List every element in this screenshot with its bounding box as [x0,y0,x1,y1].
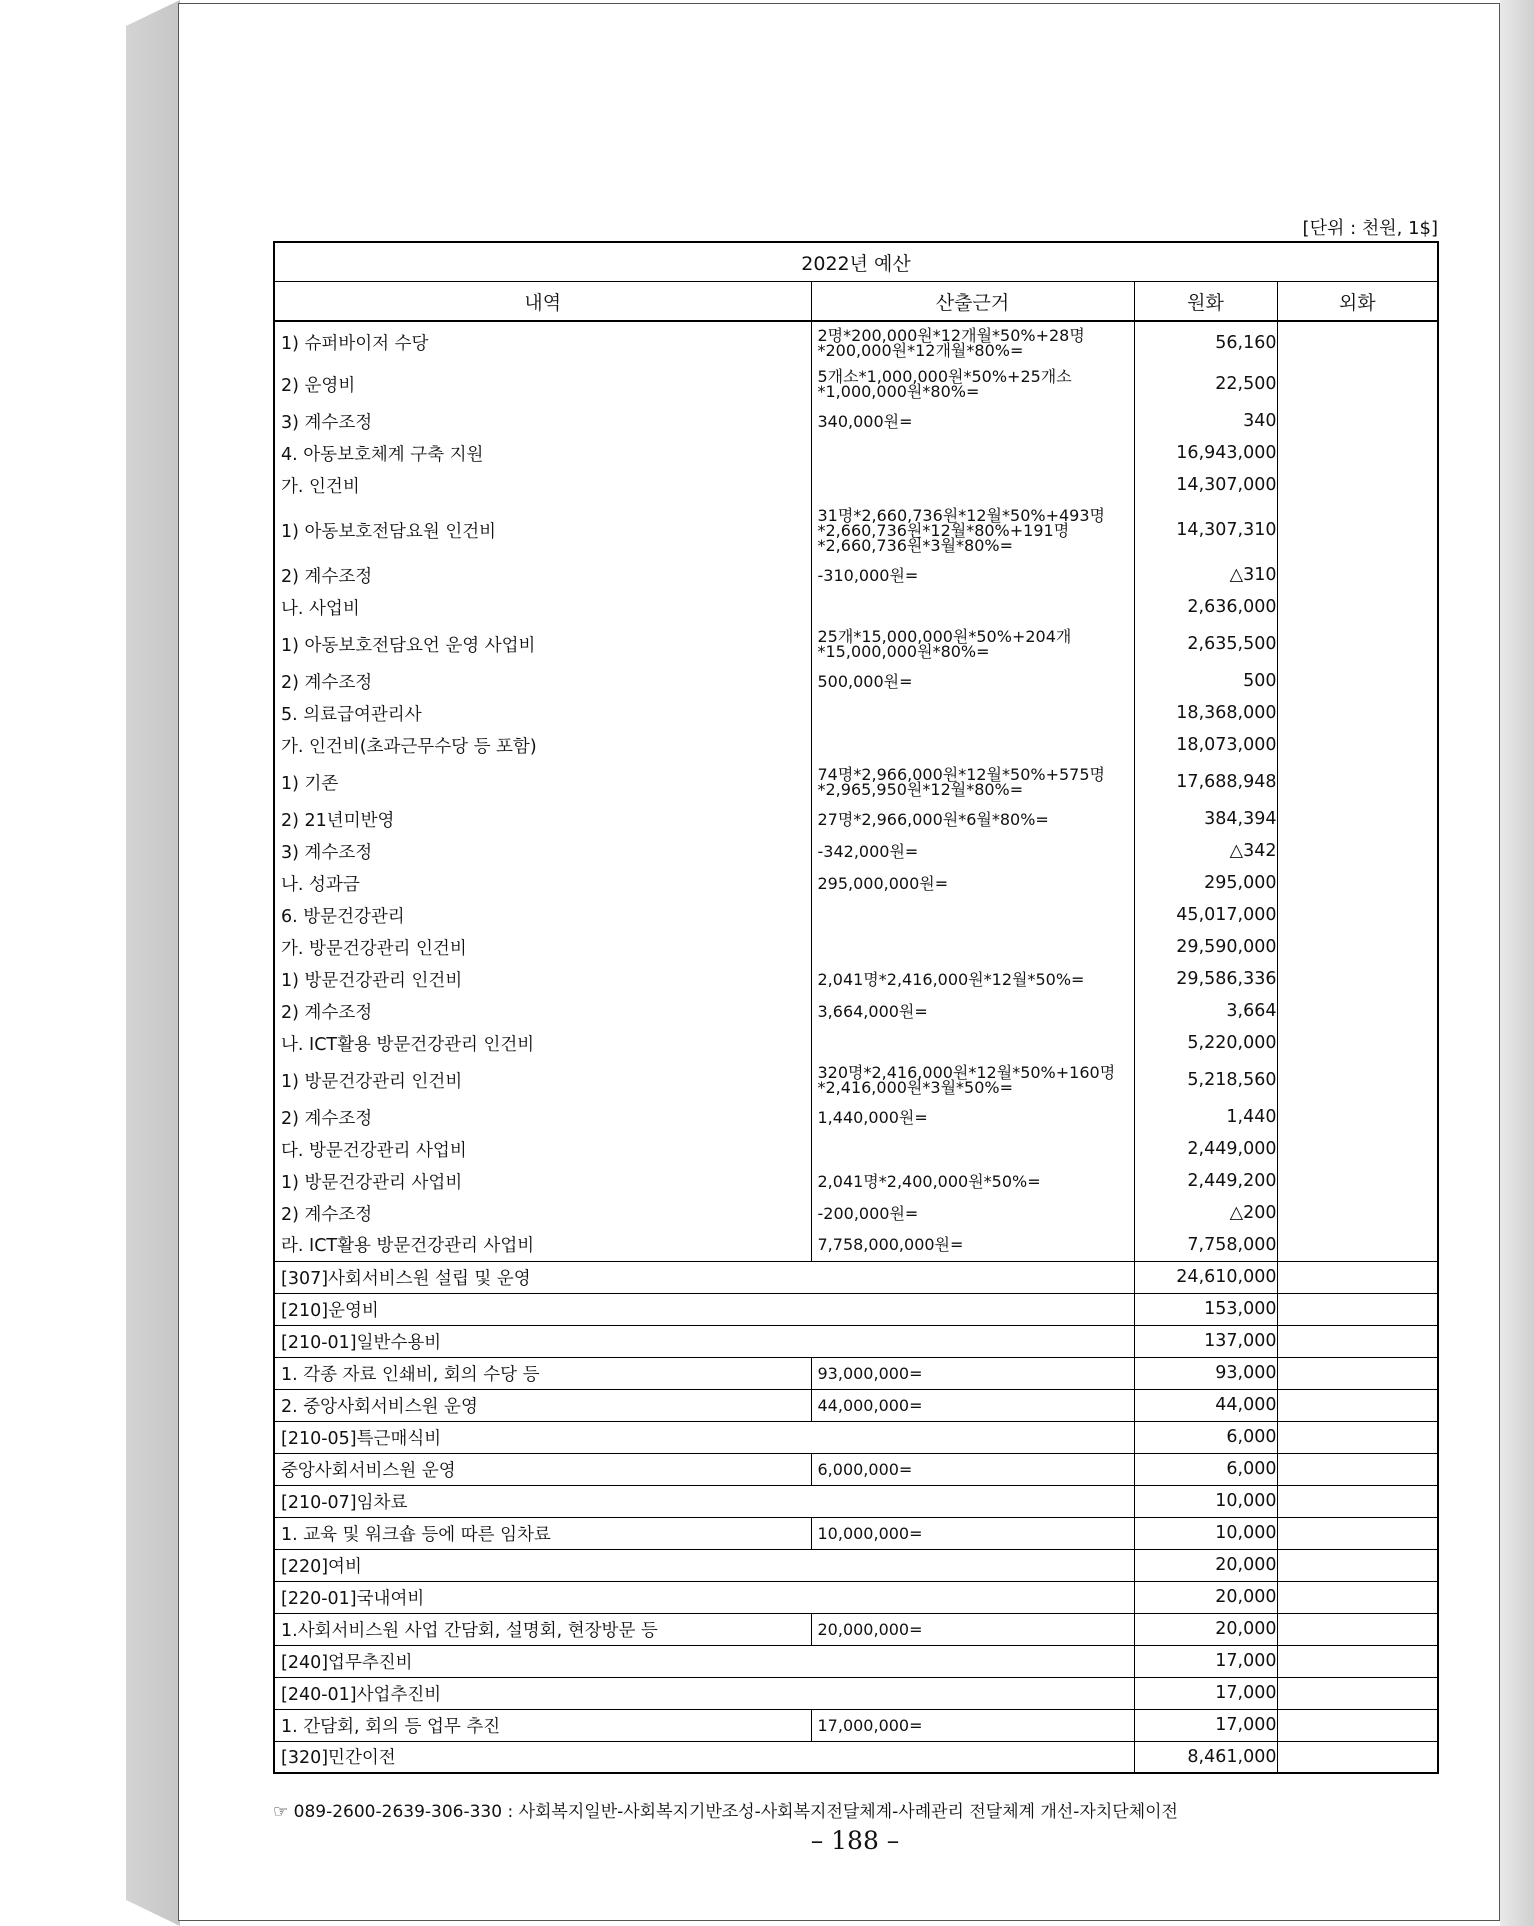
row-item: 2) 21년미반영 [274,803,811,835]
row-item: 라. ICT활용 방문건강관리 사업비 [274,1229,811,1261]
table-row [274,1101,1438,1133]
row-item: 2. 중앙사회서비스원 운영 [274,1389,811,1421]
row-krw: 384,394 [1134,803,1277,835]
table-row [274,1581,1438,1613]
row-fx [1277,1741,1438,1773]
table-row [274,1613,1438,1645]
row-basis [811,591,1134,623]
row-item: 1) 슈퍼바이저 수당 [274,321,811,363]
row-item: 2) 계수조정 [274,559,811,591]
row-basis: -310,000원= [811,559,1134,591]
row-krw: 20,000 [1134,1613,1277,1645]
row-fx [1277,469,1438,501]
row-item: [320]민간이전 [274,1741,1134,1773]
header-krw: 원화 [1134,282,1277,322]
row-fx [1277,1549,1438,1581]
page-edge-shadow [1500,0,1534,1926]
row-item: 나. 성과금 [274,867,811,899]
row-basis: 17,000,000= [811,1709,1134,1741]
table-row [274,1517,1438,1549]
row-item: 다. 방문건강관리 사업비 [274,1133,811,1165]
row-item: [240-01]사업추진비 [274,1677,1134,1709]
table-row [274,1325,1438,1357]
row-krw: 137,000 [1134,1325,1277,1357]
row-fx [1277,803,1438,835]
row-fx [1277,931,1438,963]
row-fx [1277,405,1438,437]
row-fx [1277,1389,1438,1421]
row-krw: 17,000 [1134,1709,1277,1741]
table-row [274,1677,1438,1709]
table-row [274,665,1438,697]
row-basis: 25개*15,000,000원*50%+204개*15,000,000원*80%= [811,623,1134,665]
row-item: 5. 의료급여관리사 [274,697,811,729]
row-krw: 2,635,500 [1134,623,1277,665]
row-fx [1277,1133,1438,1165]
row-krw: 20,000 [1134,1581,1277,1613]
table-row [274,963,1438,995]
row-krw: △310 [1134,559,1277,591]
row-item: 4. 아동보호체계 구축 지원 [274,437,811,469]
row-basis: 93,000,000= [811,1357,1134,1389]
row-fx [1277,1165,1438,1197]
row-krw: 500 [1134,665,1277,697]
table-row [274,1453,1438,1485]
header-item: 내역 [274,282,811,322]
row-basis [811,1133,1134,1165]
table-row [274,1389,1438,1421]
row-krw: 153,000 [1134,1293,1277,1325]
row-item: 1) 아동보호전담요원 인건비 [274,501,811,559]
row-basis [811,899,1134,931]
row-fx [1277,1101,1438,1133]
row-fx [1277,363,1438,405]
row-item: 가. 방문건강관리 인건비 [274,931,811,963]
row-krw: 6,000 [1134,1453,1277,1485]
row-basis: 2명*200,000원*12개월*50%+28명*200,000원*12개월*80%= [811,321,1134,363]
table-row [274,1293,1438,1325]
row-item: 나. ICT활용 방문건강관리 인건비 [274,1027,811,1059]
row-fx [1277,1645,1438,1677]
row-item: 나. 사업비 [274,591,811,623]
row-fx [1277,899,1438,931]
row-basis: 295,000,000원= [811,867,1134,899]
budget-table [273,241,1439,1774]
row-krw: 20,000 [1134,1549,1277,1581]
row-krw: 18,073,000 [1134,729,1277,761]
row-basis: 7,758,000,000원= [811,1229,1134,1261]
row-item: 2) 계수조정 [274,995,811,1027]
row-item: 1) 방문건강관리 인건비 [274,1059,811,1101]
table-row [274,591,1438,623]
row-krw: 340 [1134,405,1277,437]
table-row [274,1261,1438,1293]
row-item: 3) 계수조정 [274,835,811,867]
row-krw: 17,688,948 [1134,761,1277,803]
row-basis: 5개소*1,000,000원*50%+25개소*1,000,000원*80%= [811,363,1134,405]
row-basis: 320명*2,416,000원*12월*50%+160명*2,416,000원*3월*50%= [811,1059,1134,1101]
row-item: 1. 간담회, 회의 등 업무 추진 [274,1709,811,1741]
row-krw: 5,218,560 [1134,1059,1277,1101]
row-krw: 10,000 [1134,1485,1277,1517]
table-row [274,899,1438,931]
row-fx [1277,1517,1438,1549]
row-krw: △200 [1134,1197,1277,1229]
row-krw: △342 [1134,835,1277,867]
row-krw: 2,636,000 [1134,591,1277,623]
row-item: [210]운영비 [274,1293,1134,1325]
table-row [274,995,1438,1027]
table-title: 2022년 예산 [274,242,1438,282]
row-basis [811,437,1134,469]
row-item: 3) 계수조정 [274,405,811,437]
row-fx [1277,665,1438,697]
table-row [274,321,1438,363]
header-fx: 외화 [1277,282,1438,322]
row-fx [1277,501,1438,559]
row-fx [1277,1613,1438,1645]
row-krw: 14,307,000 [1134,469,1277,501]
row-fx [1277,1581,1438,1613]
page-number: – 188 – [810,1826,900,1855]
row-krw: 22,500 [1134,363,1277,405]
row-fx [1277,437,1438,469]
row-fx [1277,835,1438,867]
book-spine [126,0,180,1926]
table-row [274,363,1438,405]
row-krw: 24,610,000 [1134,1261,1277,1293]
row-fx [1277,1059,1438,1101]
row-basis [811,931,1134,963]
table-row [274,1059,1438,1101]
row-item: 1. 교육 및 워크숍 등에 따른 임차료 [274,1517,811,1549]
budget-table-body [274,321,1438,1773]
row-krw: 29,590,000 [1134,931,1277,963]
row-krw: 93,000 [1134,1357,1277,1389]
row-krw: 14,307,310 [1134,501,1277,559]
table-row [274,1197,1438,1229]
table-row [274,729,1438,761]
row-fx [1277,1421,1438,1453]
table-row [274,1485,1438,1517]
row-fx [1277,1027,1438,1059]
row-item: 2) 운영비 [274,363,811,405]
row-item: [240]업무추진비 [274,1645,1134,1677]
table-row [274,1421,1438,1453]
row-fx [1277,995,1438,1027]
row-fx [1277,697,1438,729]
row-item: 1) 방문건강관리 사업비 [274,1165,811,1197]
row-krw: 17,000 [1134,1645,1277,1677]
table-row [274,1709,1438,1741]
row-basis: 44,000,000= [811,1389,1134,1421]
row-item: [220-01]국내여비 [274,1581,1134,1613]
row-fx [1277,1453,1438,1485]
row-basis: 6,000,000= [811,1453,1134,1485]
table-row [274,469,1438,501]
row-item: 가. 인건비(초과근무수당 등 포함) [274,729,811,761]
table-row [274,1229,1438,1261]
row-item: 1. 각종 자료 인쇄비, 회의 수당 등 [274,1357,811,1389]
row-basis: 2,041명*2,400,000원*50%= [811,1165,1134,1197]
row-fx [1277,1709,1438,1741]
row-item: [210-01]일반수용비 [274,1325,1134,1357]
row-fx [1277,591,1438,623]
row-krw: 8,461,000 [1134,1741,1277,1773]
row-krw: 10,000 [1134,1517,1277,1549]
row-krw: 2,449,000 [1134,1133,1277,1165]
table-row [274,1027,1438,1059]
row-fx [1277,1229,1438,1261]
table-row [274,1741,1438,1773]
row-krw: 29,586,336 [1134,963,1277,995]
row-basis: 500,000원= [811,665,1134,697]
table-row [274,405,1438,437]
row-fx [1277,1261,1438,1293]
row-item: 2) 계수조정 [274,1101,811,1133]
row-basis: -342,000원= [811,835,1134,867]
row-krw: 2,449,200 [1134,1165,1277,1197]
table-row [274,803,1438,835]
row-basis: 340,000원= [811,405,1134,437]
row-fx [1277,729,1438,761]
row-krw: 295,000 [1134,867,1277,899]
table-row [274,867,1438,899]
row-fx [1277,559,1438,591]
row-item: [210-07]임차료 [274,1485,1134,1517]
table-row [274,1133,1438,1165]
table-row [274,623,1438,665]
row-fx [1277,623,1438,665]
header-basis: 산출근거 [811,282,1134,322]
table-row [274,1549,1438,1581]
row-fx [1277,1325,1438,1357]
row-item: 1) 아동보호전담요언 운영 사업비 [274,623,811,665]
row-basis: 20,000,000= [811,1613,1134,1645]
table-row [274,1165,1438,1197]
row-krw: 3,664 [1134,995,1277,1027]
table-row [274,931,1438,963]
table-row [274,559,1438,591]
row-basis: 2,041명*2,416,000원*12월*50%= [811,963,1134,995]
row-basis [811,469,1134,501]
row-krw: 45,017,000 [1134,899,1277,931]
row-krw: 18,368,000 [1134,697,1277,729]
row-basis: 74명*2,966,000원*12월*50%+575명*2,965,950원*12월*80%= [811,761,1134,803]
row-basis: 27명*2,966,000원*6월*80%= [811,803,1134,835]
row-krw: 16,943,000 [1134,437,1277,469]
row-fx [1277,1677,1438,1709]
row-fx [1277,321,1438,363]
row-krw: 44,000 [1134,1389,1277,1421]
row-basis: 1,440,000원= [811,1101,1134,1133]
row-basis [811,1027,1134,1059]
row-basis: -200,000원= [811,1197,1134,1229]
table-row [274,835,1438,867]
row-item: 2) 계수조정 [274,665,811,697]
row-basis: 10,000,000= [811,1517,1134,1549]
table-row [274,437,1438,469]
row-basis [811,697,1134,729]
row-item: [307]사회서비스원 설립 및 운영 [274,1261,1134,1293]
row-fx [1277,963,1438,995]
table-row [274,761,1438,803]
row-item: 2) 계수조정 [274,1197,811,1229]
table-row [274,1357,1438,1389]
table-row [274,697,1438,729]
row-fx [1277,761,1438,803]
row-item: [220]여비 [274,1549,1134,1581]
row-krw: 5,220,000 [1134,1027,1277,1059]
row-item: 6. 방문건강관리 [274,899,811,931]
row-krw: 17,000 [1134,1677,1277,1709]
row-item: [210-05]특근매식비 [274,1421,1134,1453]
row-basis: 3,664,000원= [811,995,1134,1027]
row-item: 중앙사회서비스원 운영 [274,1453,811,1485]
row-item: 1) 방문건강관리 인건비 [274,963,811,995]
row-item: 1) 기존 [274,761,811,803]
table-row [274,1645,1438,1677]
row-item: 1.사회서비스원 사업 간담회, 설명회, 현장방문 등 [274,1613,811,1645]
unit-label: [단위 : 천원, 1$] [1302,218,1438,239]
row-fx [1277,1357,1438,1389]
program-code-reference: ☞ 089-2600-2639-306-330 : 사회복지일반-사회복지기반조성-사회복지전달체계-사례관리 전달체계 개선-자치단체이전 [273,1802,1178,1822]
table-row [274,501,1438,559]
row-fx [1277,867,1438,899]
row-fx [1277,1485,1438,1517]
row-basis [811,729,1134,761]
row-krw: 7,758,000 [1134,1229,1277,1261]
row-krw: 1,440 [1134,1101,1277,1133]
row-basis: 31명*2,660,736원*12월*50%+493명*2,660,736원*12월*80%+191명*2,660,736원*3월*80%= [811,501,1134,559]
row-fx [1277,1293,1438,1325]
row-krw: 6,000 [1134,1421,1277,1453]
row-item: 가. 인건비 [274,469,811,501]
row-krw: 56,160 [1134,321,1277,363]
row-fx [1277,1197,1438,1229]
